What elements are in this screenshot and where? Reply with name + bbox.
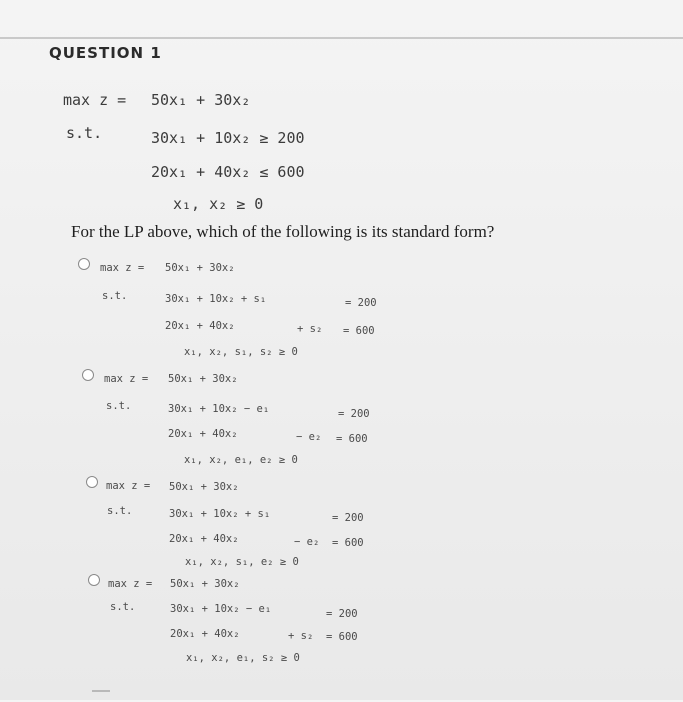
option-constraint-2-variable: + s₂ bbox=[288, 630, 314, 642]
option-nonnegativity: x₁, x₂, s₁, s₂ ≥ 0 bbox=[184, 346, 298, 358]
radio-button[interactable] bbox=[88, 574, 100, 586]
option-constraint-2-variable: − e₂ bbox=[296, 431, 322, 443]
option-constraint-1: 30x₁ + 10x₂ + s₁ bbox=[169, 508, 271, 520]
subject-to-label: s.t. bbox=[66, 124, 103, 142]
option-constraint-2: 20x₁ + 40x₂ bbox=[165, 320, 235, 332]
option-objective: 50x₁ + 30x₂ bbox=[169, 481, 239, 493]
option-max-label: max z = bbox=[108, 578, 153, 590]
option-objective: 50x₁ + 30x₂ bbox=[168, 373, 238, 385]
option-max-label: max z = bbox=[100, 262, 145, 274]
option-constraint-2-rhs: = 600 bbox=[332, 537, 364, 549]
option-constraint-2-rhs: = 600 bbox=[336, 433, 368, 445]
option-max-label: max z = bbox=[104, 373, 149, 385]
option-constraint-2: 20x₁ + 40x₂ bbox=[168, 428, 238, 440]
option-constraint-1: 30x₁ + 10x₂ − e₁ bbox=[168, 403, 270, 415]
option-constraint-1-rhs: = 200 bbox=[345, 297, 377, 309]
option-st-label: s.t. bbox=[107, 505, 133, 517]
page-divider bbox=[0, 37, 683, 39]
option-constraint-2-variable: + s₂ bbox=[297, 323, 323, 335]
option-constraint-1-rhs: = 200 bbox=[326, 608, 358, 620]
option-constraint-2-rhs: = 600 bbox=[326, 631, 358, 643]
next-question-edge bbox=[92, 690, 110, 702]
option-constraint-2: 20x₁ + 40x₂ bbox=[169, 533, 239, 545]
constraint-1: 30x₁ + 10x₂ ≥ 200 bbox=[151, 129, 305, 147]
option-constraint-1-rhs: = 200 bbox=[338, 408, 370, 420]
option-constraint-2-variable: − e₂ bbox=[294, 536, 320, 548]
radio-button[interactable] bbox=[78, 258, 90, 270]
objective-expression: 50x₁ + 30x₂ bbox=[151, 91, 251, 109]
option-nonnegativity: x₁, x₂, s₁, e₂ ≥ 0 bbox=[185, 556, 299, 568]
constraint-2: 20x₁ + 40x₂ ≤ 600 bbox=[151, 163, 305, 181]
option-constraint-2-rhs: = 600 bbox=[343, 325, 375, 337]
option-st-label: s.t. bbox=[102, 290, 128, 302]
radio-button[interactable] bbox=[86, 476, 98, 488]
option-nonnegativity: x₁, x₂, e₁, e₂ ≥ 0 bbox=[184, 454, 298, 466]
question-prompt: For the LP above, which of the following is its standard form? bbox=[71, 222, 495, 241]
radio-button[interactable] bbox=[82, 369, 94, 381]
option-st-label: s.t. bbox=[106, 400, 132, 412]
option-max-label: max z = bbox=[106, 480, 151, 492]
objective-label: max z = bbox=[63, 91, 127, 109]
question-heading: QUESTION 1 bbox=[49, 44, 162, 62]
option-constraint-1: 30x₁ + 10x₂ − e₁ bbox=[170, 603, 272, 615]
option-constraint-2: 20x₁ + 40x₂ bbox=[170, 628, 240, 640]
nonnegativity-constraint: x₁, x₂ ≥ 0 bbox=[173, 195, 264, 213]
option-objective: 50x₁ + 30x₂ bbox=[170, 578, 240, 590]
option-st-label: s.t. bbox=[110, 601, 136, 613]
option-constraint-1-rhs: = 200 bbox=[332, 512, 364, 524]
option-objective: 50x₁ + 30x₂ bbox=[165, 262, 235, 274]
option-nonnegativity: x₁, x₂, e₁, s₂ ≥ 0 bbox=[186, 652, 300, 664]
option-constraint-1: 30x₁ + 10x₂ + s₁ bbox=[165, 293, 267, 305]
